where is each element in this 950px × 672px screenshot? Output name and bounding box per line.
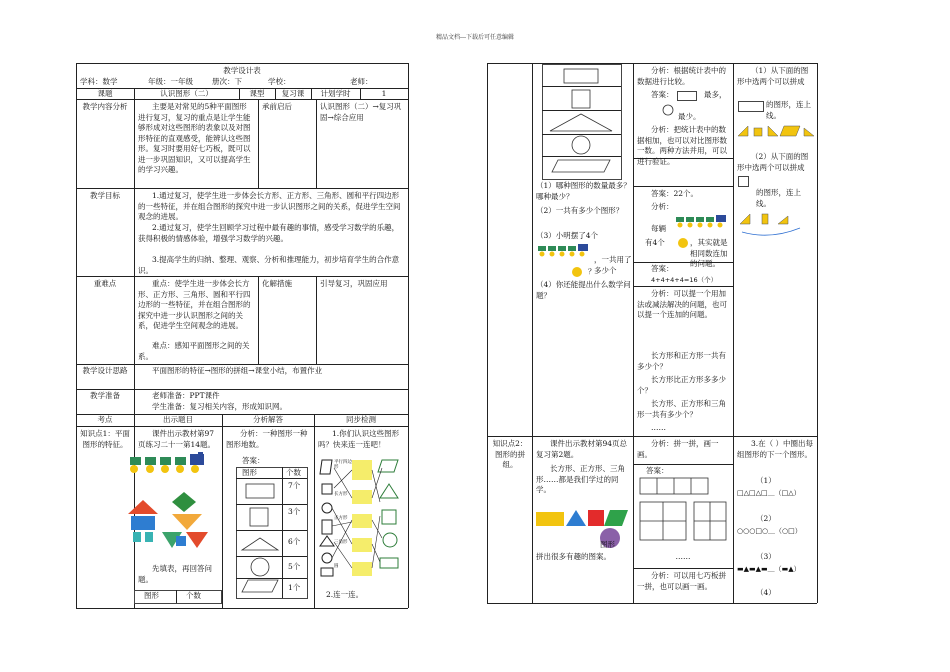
chk-3: 3.在（ ）中圈出每组图形的下一个图形。 xyxy=(737,439,814,459)
ana-13: …… xyxy=(651,423,666,432)
ana-6a: 每辆 xyxy=(651,224,666,233)
ana-2c: 最少。 xyxy=(678,112,701,121)
hours-value: 1 xyxy=(381,89,387,98)
wheel-icon xyxy=(571,266,583,278)
prep-student: 学生准备：复习相关内容，形成知识网。 xyxy=(152,402,287,411)
label-triangle: 三角形 xyxy=(334,540,348,545)
answer-grids xyxy=(640,478,730,548)
q-1: （1）哪种图形的数量最多？哪种最少？ xyxy=(536,181,631,201)
ana-2a: 答案： xyxy=(651,90,674,99)
q-3a: （3）小明摆了4个 xyxy=(536,231,599,240)
ana-8: 4+4+4+4=16（个） xyxy=(651,276,718,284)
col-kaodian: 考点 xyxy=(97,415,113,424)
k2-dots: …… xyxy=(675,552,691,561)
label-square: 正方形 xyxy=(334,516,348,521)
matching-exercise xyxy=(318,458,406,582)
ana-7: 答案： xyxy=(651,264,674,273)
seq-3: ▬▲▬▲▬＿（▬▲） xyxy=(737,565,801,573)
k2-analysis: 分析：拼一拼，画一画。 xyxy=(637,439,719,459)
k1-question: 课件出示教材第97页练习二十一第14题。 xyxy=(138,429,216,449)
k2-q3: 图形 xyxy=(600,540,615,549)
seq-3-label: （3） xyxy=(756,552,776,561)
keys-key: 重点：使学生进一步体会长方形、正方形、三角形、圆和平行四边形的一些特征，并在组合图形的探究中进一步认识图形之间的关系，促进学生空间观念的进展。 xyxy=(138,279,251,330)
k2-answer-label: 答案： xyxy=(646,466,669,475)
topic-label: 课题 xyxy=(97,89,113,98)
col-question: 出示题目 xyxy=(163,415,193,424)
chk-1-pieces xyxy=(738,124,816,138)
chk-1b: 的图形，连上线。 xyxy=(766,100,811,120)
tangram-figure xyxy=(162,492,212,552)
content-label: 教学内容分析 xyxy=(82,102,128,111)
k2-q2: 长方形、正方形、三角形……都是我们学过的同学。 xyxy=(536,464,625,494)
col-analysis: 分析解答 xyxy=(253,415,283,424)
answer-table-col-shape: 图形 xyxy=(242,468,257,477)
seq-1: □△□△□＿（□△） xyxy=(737,489,801,497)
seq-4-label: （4） xyxy=(756,588,776,597)
answer-shape-least xyxy=(662,104,674,116)
seq-1-label: （1） xyxy=(756,476,776,485)
keys-label: 重难点 xyxy=(93,279,117,288)
ana-1: 分析：根据统计表中的数据进行比较。 xyxy=(637,66,726,86)
shape-strip-figures xyxy=(542,64,620,178)
meta-subject: 学科：数学 xyxy=(80,77,118,86)
count-triangle: 6个 xyxy=(288,537,301,546)
k2-q1: 课件出示教材第94页总复习第2题。 xyxy=(536,439,628,459)
chk-2b: 的图形，连上线。 xyxy=(756,188,801,208)
train-illustration xyxy=(128,452,210,474)
meta-volume: 册次：下 xyxy=(212,77,242,86)
k2-q4: 拼出很多有趣的图案。 xyxy=(536,552,611,561)
meta-school: 学校： xyxy=(268,77,291,86)
goals-label: 教学目标 xyxy=(90,191,120,200)
table-title: 教学设计表 xyxy=(223,66,261,75)
check-2: 2.连一连。 xyxy=(326,590,364,599)
meta-teacher: 老师： xyxy=(350,77,373,86)
k1-instruction: 先填表，再回答问题。 xyxy=(138,564,212,584)
shape-house-figure xyxy=(128,500,158,548)
prep-label: 教学准备 xyxy=(90,391,120,400)
type-label: 课型 xyxy=(249,89,265,98)
keys-right: 引导复习，巩固应用 xyxy=(320,279,388,288)
label-parallelogram: 平行四边形 xyxy=(334,460,352,470)
target-square xyxy=(738,176,749,187)
content-text: 主要是对常见的5种平面图形进行复习，复习的重点是让学生能够形成对这些图形的表象以及对图形特征的直观感受，能辨认这些图形。复习时要用好七巧板，既可以进一步巩固知识，又可以提高学生的学习兴趣。 xyxy=(138,102,251,174)
ana-4: 答案：22个。 xyxy=(651,189,699,198)
k1-answer-label: 答案： xyxy=(242,456,265,465)
col-check: 同步检测 xyxy=(346,415,376,424)
ana-6b: 有4个 xyxy=(645,238,665,247)
q-3b: ，一共用了多少个 xyxy=(594,255,632,275)
ana-2b: 最多， xyxy=(704,90,727,99)
goal-3: 3.提高学生的归纳、整理、观察、分析和推理能力，初步培育学生的合作意识。 xyxy=(138,255,400,275)
seq-2: ○○○□○＿（○□） xyxy=(737,527,802,535)
topic-value: 认识图形（二） xyxy=(160,89,213,98)
count-square: 3个 xyxy=(288,507,301,516)
k1-analysis: 分析：一种图形一种图形地数。 xyxy=(226,429,308,449)
q-2: （2）一共有多少个图形？ xyxy=(536,206,624,215)
k2-analysis-2: 分析：可以用七巧板拼一拼，也可以画一画。 xyxy=(637,571,726,591)
q-4: （4）你还能提出什么数学问题？ xyxy=(536,280,631,300)
content-mid: 承前启后 xyxy=(262,102,292,111)
count-rect: 7个 xyxy=(288,481,301,490)
chk-1: （1）从下面的图形中选两个可以拼成 xyxy=(737,66,809,86)
answer-table-shapes xyxy=(238,480,282,596)
chk-2-pieces xyxy=(740,212,816,236)
wheel-icon-analysis xyxy=(677,237,689,249)
k1-label: 知识点1：平面图形的特征。 xyxy=(80,429,130,449)
colored-shapes xyxy=(536,508,632,548)
idea-text: 平面图形的特征→图形的拼组→课堂小结，布置作业 xyxy=(152,366,323,375)
keys-hard: 难点：感知平面图形之间的关系。 xyxy=(138,341,250,361)
ana-3: 分析：把统计表中的数据相加，也可以对比图形数一数。两种方法并用，可以进行验证。 xyxy=(637,125,727,166)
label-rectangle: 长方形 xyxy=(334,492,348,497)
answer-table-col-count: 个数 xyxy=(286,468,301,477)
goal-1: 1.通过复习，使学生进一步体会长方形、正方形、三角形、圆和平行四边形的一些特征，并在组合图形的探究中进一步认识图形之间的关系，促进学生空间观念的进展。 xyxy=(138,191,401,221)
seq-2-label: （2） xyxy=(756,514,776,523)
keys-mid: 化解措施 xyxy=(262,279,292,288)
meta-grade: 年级：一年级 xyxy=(148,77,193,86)
q-3c: ？ xyxy=(588,267,596,276)
answer-blank-most xyxy=(677,91,697,101)
ana-10: 长方形和正方形一共有多少个？ xyxy=(637,351,726,371)
count-circle: 5个 xyxy=(288,562,301,571)
ana-12: 长方形、正方形和三角形一共有多少个？ xyxy=(637,399,726,419)
label-circle: 圆 xyxy=(334,564,339,569)
train-small xyxy=(538,243,592,257)
question-table-col-count: 个数 xyxy=(186,591,201,600)
prep-teacher: 老师准备：PPT课件 xyxy=(152,391,220,400)
check-1: 1.你们认识这些图形吗？快来连一连吧！ xyxy=(318,429,400,449)
ana-11: 长方形比正方形多多少个？ xyxy=(637,375,726,395)
question-table-col-shape: 图形 xyxy=(144,591,159,600)
page-header-note: 精品文档---下载后可任意编辑 xyxy=(435,34,515,41)
train-small-analysis xyxy=(676,214,730,228)
count-parallelogram: 1个 xyxy=(288,583,301,592)
goal-2: 2.通过复习，使学生回顾学习过程中最有趣的事情，感受学习数学的乐趣，获得积极的情感体验，增强学习数学的兴趣。 xyxy=(138,223,400,243)
target-rectangle xyxy=(738,101,764,112)
content-right: 认识图形（二）→复习巩固→综合应用 xyxy=(320,102,402,122)
chk-2: （2）从下面的图形中选两个可以拼成 xyxy=(737,152,809,172)
ana-6c: ，其实就是相同数连加的问题。 xyxy=(690,238,728,268)
k2-label: 知识点2：图形的拼组。 xyxy=(492,439,528,469)
idea-label: 教学设计思路 xyxy=(82,366,128,375)
ana-9: 分析：可以提一个用加法或减法解决的问题，也可以提一个连加的问题。 xyxy=(637,289,727,319)
hours-label: 计划学时 xyxy=(320,89,351,98)
ana-5: 分析： xyxy=(651,202,674,211)
type-value: 复习课 xyxy=(281,89,305,98)
